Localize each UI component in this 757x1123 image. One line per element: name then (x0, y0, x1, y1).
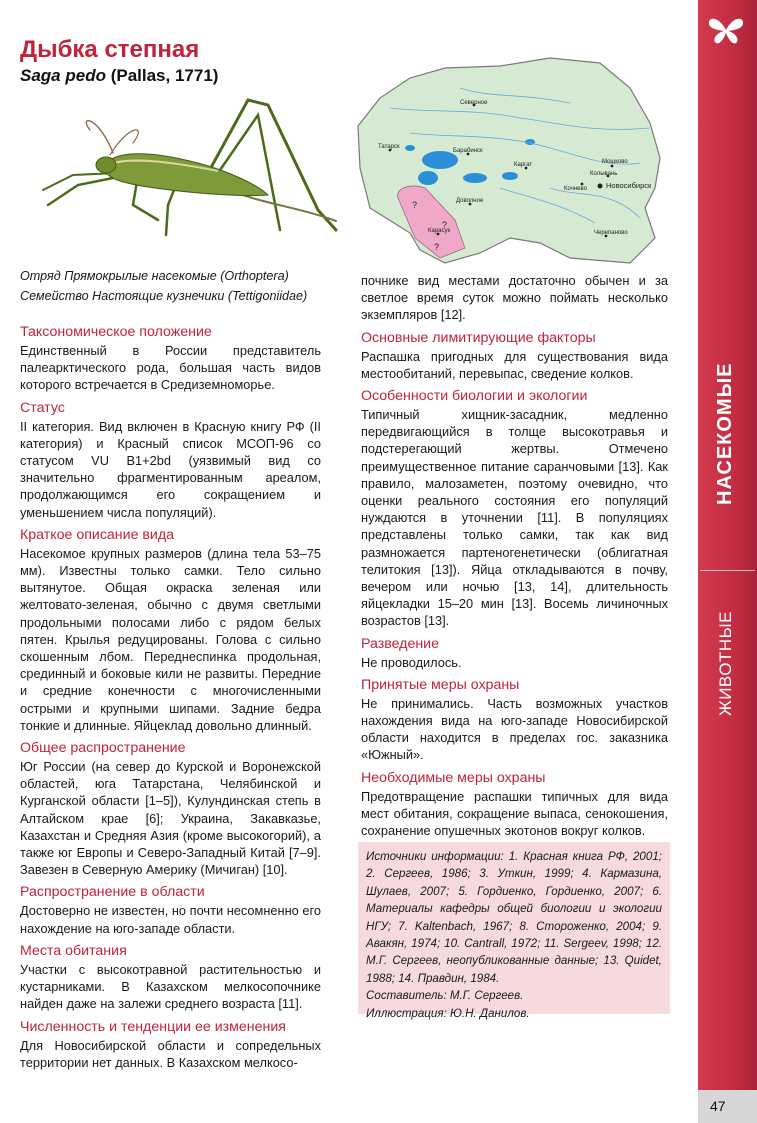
butterfly-icon (706, 12, 746, 48)
section-heading: Необходимые меры охраны (361, 769, 546, 786)
page-title: Дыбка степная (20, 36, 200, 63)
insect-illustration (18, 95, 343, 260)
section-text: Единственный в России представитель палеарктического рода, большая часть видов которого встречается в Средиземноморье. (20, 343, 321, 393)
map-label-6: Мошково (602, 159, 628, 165)
map-label-8: Кочнево (564, 186, 587, 192)
map-label-9: Новосибирск (606, 181, 652, 190)
sidebar-divider (700, 570, 755, 571)
taxonomy-family: Семейство Настоящие кузнечики (Tettigoniidae) (20, 289, 308, 303)
section-heading: Краткое описание вида (20, 526, 175, 543)
left-column (20, 318, 321, 1071)
range-map (350, 38, 680, 270)
section-text: Не принимались. Часть возможных участков нахождения вида на юго-западе Новосибирской области находится в пределах гос. заказника «Южный». (361, 695, 668, 763)
map-label-5: Карасук (428, 228, 451, 234)
compiler-credit: Составитель: М.Г. Сергеев. (366, 989, 524, 1003)
latin-binomial: Saga pedo (20, 66, 106, 85)
latin-name (20, 66, 218, 86)
section-text: Юг России (на север до Курской и Воронежской областей, юга Татарстана, Челябинской и Курганской области [1–5]), Кулундинская степь в Алтайском крае [6]; Украина, Закавказье, Казахстан и Средняя Азия (кроме высокогорий), а также юг Европы и Северо-Западный Китай [7–9]. Завезен в Северную Америку (Мичиган) [10]. (20, 759, 321, 878)
map-marker-1: ? (442, 220, 448, 230)
map-label-4: Доволное (456, 198, 484, 204)
section-text: Не проводилось. (361, 654, 462, 670)
continued-text: почнике вид местами достаточно обычен и за светлое время суток можно поймать несколько экземпляров [12]. (361, 273, 668, 323)
section-heading: Принятые меры охраны (361, 676, 520, 693)
section-heading: Таксономическое положение (20, 324, 212, 340)
section-text: Типичный хищник-засадник, медленно передвигающийся в толще высокотравья и подстерегающий жертвы. Отмечено преимущественное питание саранчовыми [13]. Как правило, малозаметен, поэтому очевидно, что оценки реального состояния его популяций нуждаются в уточнении [11]. В популяциях представлены только самки, так как вид размножается партеногенетически (облигатная телитокия [13]). Яйца откладываются в почву, вечером или ночью [13, 14], длительность яйцекладки 15–20 мин [13]. Восемь личиночных возрастов [13]. (361, 407, 668, 629)
illustration-credit: Иллюстрация: Ю.Н. Данилов. (366, 1006, 530, 1020)
section-heading: Статус (20, 399, 65, 416)
section-heading: Основные лимитирующие факторы (361, 329, 596, 346)
section-text: Распашка пригодных для существования вида местообитаний, перевыпас, сведение колков. (361, 348, 668, 381)
map-marker-0: ? (412, 200, 418, 210)
taxonomy-block (20, 266, 340, 306)
section-text: Для Новосибирской области и сопредельных территории нет данных. В Казахском мелкосо- (20, 1037, 321, 1070)
section-text: Участки с высокотравной растительностью и кустарниками. В Казахском мелкосопочнике найден даже на залежи среднего возраста [11]. (20, 961, 321, 1012)
map-label-7: Колывань (590, 171, 618, 177)
map-label-10: Черепаново (594, 230, 628, 236)
section-sidebar (698, 0, 757, 1090)
section-heading: Особенности биологии и экологии (361, 388, 588, 405)
taxonomy-order: Отряд Прямокрылые насекомые (Orthoptera) (20, 269, 289, 283)
section-text: Предотвращение распашки типичных для вида мест обитания, сокращение выпаса, сенокошения, сохранение опушечных экотонов вокруг колков. (361, 788, 668, 839)
map-label-3: Каргат (514, 162, 533, 168)
section-label: ЖИВОТНЫЕ (716, 611, 735, 716)
section-heading: Распространение в области (20, 884, 205, 901)
section-heading: Разведение (361, 635, 440, 652)
map-label-0: Северное (460, 100, 488, 106)
section-heading: Численность и тенденции ее изменения (20, 1018, 286, 1035)
section-text: Насекомое крупных размеров (длина тела 53–75 мм). Известны только самки. Тело сильно вытянутое. Общая окраска зеленая или желтовато-зеленая, обычно с двумя светлыми продольными полосами либо с рядом белых пятен. Крылья редуцированы. Голова с сильно скошенным лбом. Переднеспинка продольная, срединный и боковые кили не развиты. Передние и средние конечности с многочисленными острыми и крупными шипами. Задние бедра тонкие и длинные. Яйцеклад довольно длинный. (20, 545, 321, 733)
map-label-2: Барабинск (453, 148, 483, 154)
sources-box (358, 842, 670, 1020)
right-column (361, 272, 668, 839)
page-number-tab (698, 1090, 757, 1123)
section-text: II категория. Вид включен в Красную книгу РФ (II категория) и Красный список МСОП-96 со статусом VU B1+2bd (уязвимый вид со значительно фрагментированным ареалом, продолжающимся его сокращением и уменьшением числа популяций). (20, 418, 321, 520)
map-label-1: Татарск (378, 144, 400, 150)
sources-text: Источники информации: 1. Красная книга РФ, 2001; 2. Сергеев, 1986; 3. Уткин, 1999; 4. Кармазина, Шулаев, 2007; 5. Гордиенко, Гордиенко, 2007; 6. Материалы кафедры общей биологии и экологии НГУ; 7. Kaltenbach, 1967; 8. Стороженко, 2004; 9. Авакян, 1974; 10. Cantrall, 1972; 11. Sergeev, 1998; 12. М.Г. Сергеев, неопубликованные данные; 13. Quidet, 1988; 14. Правдин, 1984. (366, 850, 662, 985)
category-label: НАСЕКОМЫЕ (714, 362, 736, 505)
page-number: 47 (710, 1098, 726, 1114)
section-heading: Общее распространение (20, 740, 186, 757)
map-marker-2: ? (434, 242, 440, 252)
section-text: Достоверно не известен, но почти несомненно его нахождение на юго-западе области. (20, 903, 321, 936)
section-heading: Места обитания (20, 942, 127, 959)
latin-author: (Pallas, 1771) (110, 66, 219, 85)
